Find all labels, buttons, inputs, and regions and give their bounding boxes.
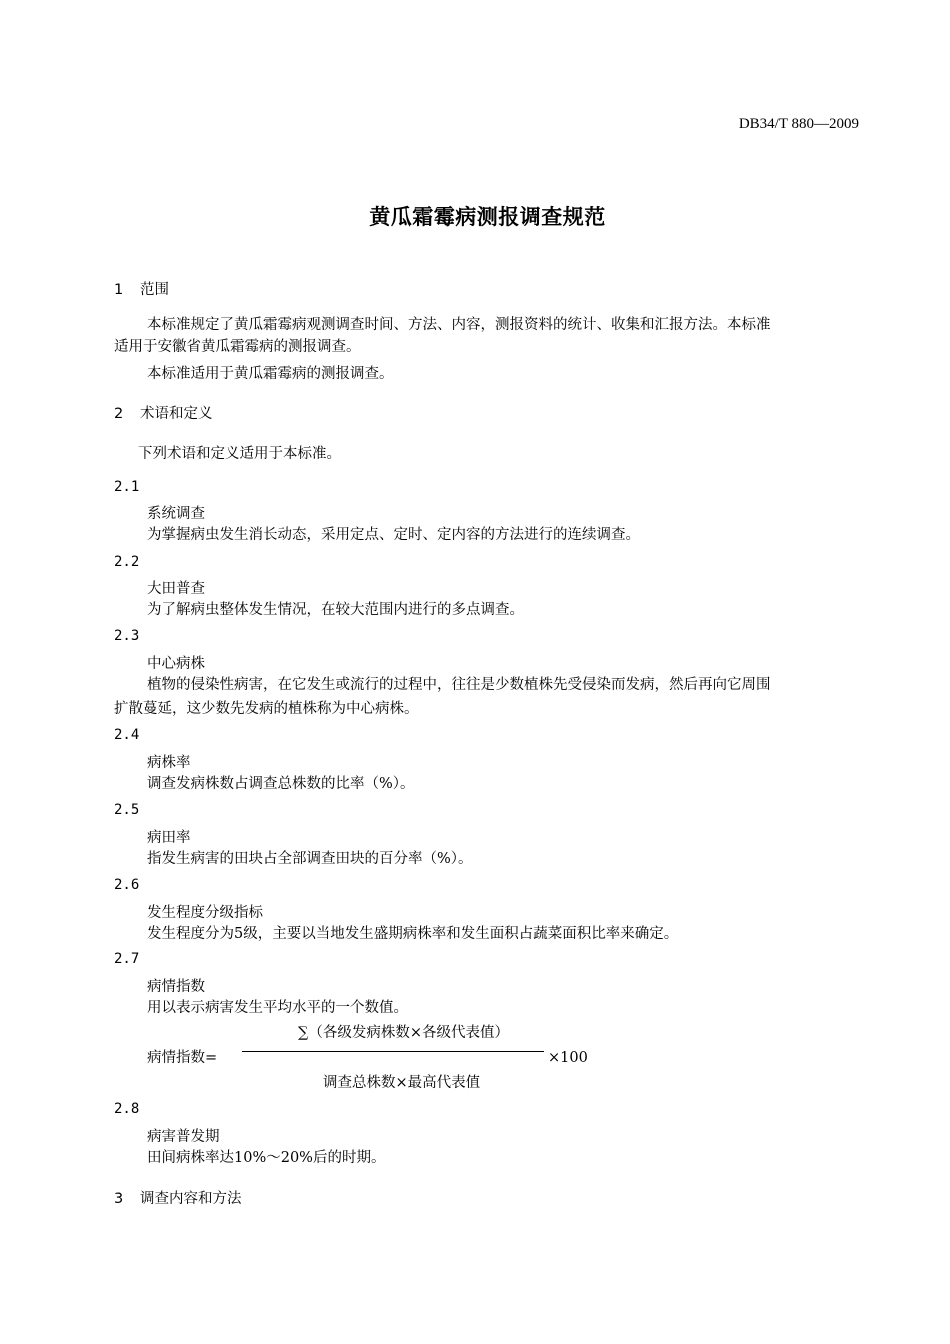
term-number: 2.5 [114,802,140,818]
standard-code: DB34/T 880—2009 [738,116,859,132]
section-3-heading [114,1187,242,1208]
section-title: 范围 [140,282,169,298]
section-2-heading [114,402,213,423]
formula-denominator: 调查总株数×最高代表值 [323,1075,481,1091]
term-name: 病株率 [147,755,191,771]
section-number: 3 [114,1191,124,1207]
term-name: 病情指数 [147,979,205,995]
section-1-heading [114,278,169,299]
document-title: 黄瓜霜霉病测报调查规范 [369,205,606,229]
term-number: 2.8 [114,1101,140,1117]
term-number: 2.6 [114,877,140,893]
section-1-para-1-line-2: 适用于安徽省黄瓜霜霉病的测报调查。 [114,339,361,355]
term-definition: 发生程度分为5级，主要以当地发生盛期病株率和发生面积占蔬菜面积比率来确定。 [147,926,679,942]
term-definition: 调查发病株数占调查总株数的比率（%）。 [147,776,415,792]
formula-multiplier: ×100 [548,1050,588,1066]
formula-numerator: ∑（各级发病株数×各级代表值） [298,1025,509,1041]
term-name: 病害普发期 [147,1129,220,1145]
term-number: 2.2 [114,554,140,570]
section-title: 术语和定义 [140,406,213,422]
term-definition: 为了解病虫整体发生情况，在较大范围内进行的多点调查。 [147,602,524,618]
section-2-intro: 下列术语和定义适用于本标准。 [138,446,341,462]
section-number: 2 [114,406,124,422]
section-1-para-2: 本标准适用于黄瓜霜霉病的测报调查。 [147,366,394,382]
term-number: 2.7 [114,951,140,967]
term-number: 2.4 [114,727,140,743]
term-definition: 为掌握病虫发生消长动态，采用定点、定时、定内容的方法进行的连续调查。 [147,527,640,543]
section-title: 调查内容和方法 [140,1191,242,1207]
term-definition-line-1: 植物的侵染性病害，在它发生或流行的过程中，往往是少数植株先受侵染而发病，然后再向它周围 [147,677,771,693]
term-definition-line-2: 扩散蔓延，这少数先发病的植株称为中心病株。 [114,701,419,717]
term-name: 发生程度分级指标 [147,905,263,921]
term-name: 中心病株 [147,656,205,672]
formula-fraction-bar [242,1051,544,1052]
term-name: 大田普查 [147,581,205,597]
term-name: 病田率 [147,830,191,846]
term-name: 系统调查 [147,506,205,522]
formula-label: 病情指数= [147,1050,218,1066]
term-definition: 指发生病害的田块占全部调查田块的百分率（%）。 [147,851,473,867]
term-number: 2.3 [114,628,140,644]
section-1-para-1-line-1: 本标准规定了黄瓜霜霉病观测调查时间、方法、内容，测报资料的统计、收集和汇报方法。本标准 [147,317,771,333]
term-number: 2.1 [114,479,140,495]
term-definition: 用以表示病害发生平均水平的一个数值。 [147,1000,408,1016]
term-definition: 田间病株率达10%～20%后的时期。 [147,1150,386,1166]
section-number: 1 [114,282,124,298]
